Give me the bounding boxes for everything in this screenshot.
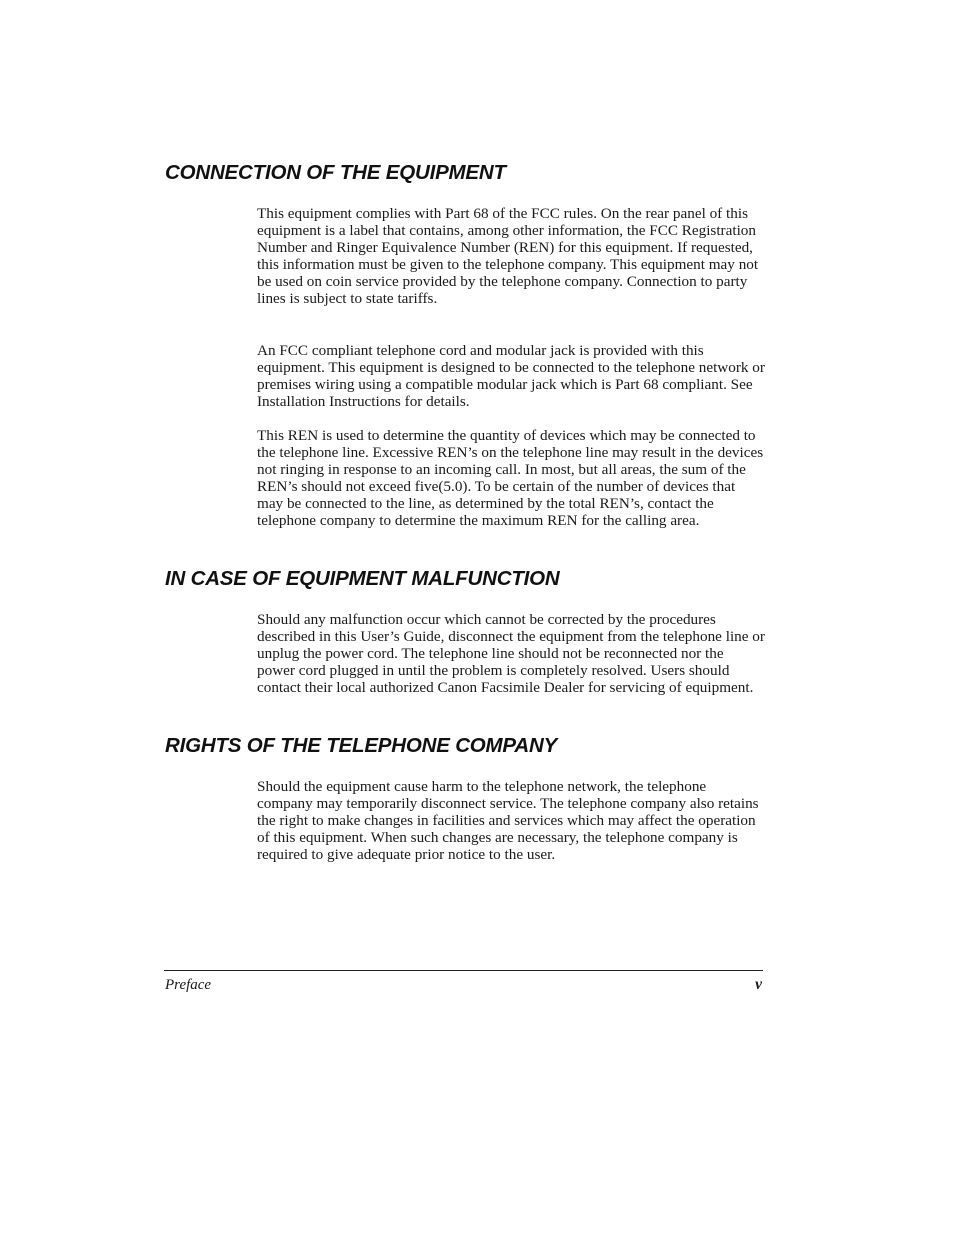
heading-connection-of-equipment: CONNECTION OF THE EQUIPMENT <box>165 161 506 184</box>
paragraph-fcc-part-68: This equipment complies with Part 68 of the FCC rules. On the rear panel of this equipment is a label that contains, among other information, the FCC Registration Number and Ringer Equivalence Number (REN) for this equipment. If requested, this information must be given to the telephone company. This equipment may not be used on coin service provided by the telephone company. Connection to party lines is subject to state tariffs. <box>257 205 759 308</box>
paragraph-telephone-cord: An FCC compliant telephone cord and modular jack is provided with this equipment. This equipment is designed to be connected to the telephone network or premises wiring using a compatible modular jack which is Part 68 compliant. See Installation Instructions for details. <box>257 342 765 411</box>
heading-telephone-company-rights: RIGHTS OF THE TELEPHONE COMPANY <box>165 734 558 757</box>
heading-equipment-malfunction: IN CASE OF EQUIPMENT MALFUNCTION <box>165 567 560 590</box>
paragraph-ren-usage: This REN is used to determine the quantity of devices which may be connected to the telephone line. Excessive REN’s on the telephone line may result in the devices not ringing in response to an incoming call. In most, but all areas, the sum of the REN’s should not exceed five(5.0). To be certain of the number of devices that may be connected to the line, as determined by the total REN’s, contact the telephone company to determine the maximum REN for the calling area. <box>257 427 764 530</box>
paragraph-telephone-company-rights: Should the equipment cause harm to the telephone network, the telephone company may temporarily disconnect service. The telephone company also retains the right to make changes in facilities and services which may affect the operation of this equipment. When such changes are necessary, the telephone company is required to give adequate prior notice to the user. <box>257 778 759 864</box>
footer-page-number: v <box>755 976 762 993</box>
paragraph-malfunction: Should any malfunction occur which cannot be corrected by the procedures described in this User’s Guide, disconnect the equipment from the telephone line or unplug the power cord. The telephone line should not be reconnected nor the power cord plugged in until the problem is completely resolved. Users should contact their local authorized Canon Facsimile Dealer for servicing of equipment. <box>257 611 765 697</box>
footer-section-name: Preface <box>165 977 212 993</box>
footer-divider <box>164 970 763 971</box>
